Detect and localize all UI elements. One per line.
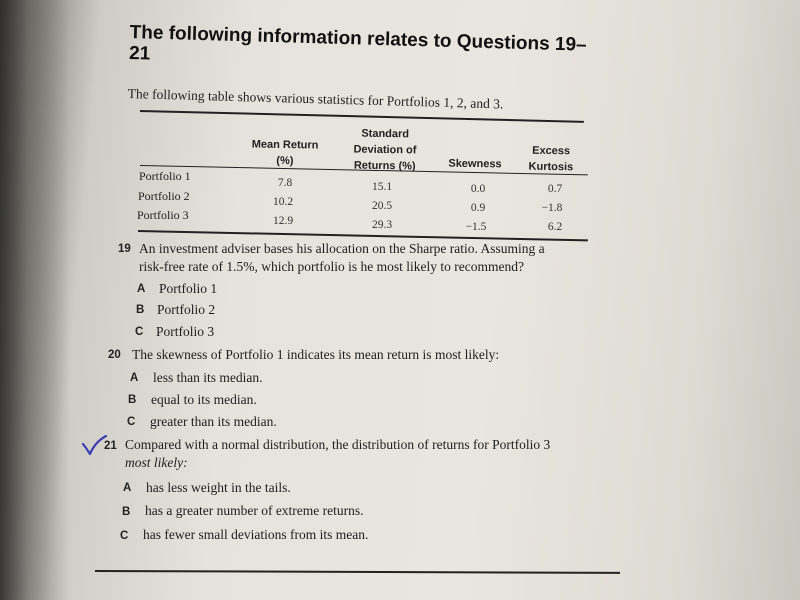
header-std-dev-line2: Deviation of xyxy=(353,143,417,157)
question-21-text-line1: Compared with a normal distribution, the distribution of returns for Portfolio 3 xyxy=(125,437,551,452)
header-std-dev-line3: Returns (%) xyxy=(353,159,416,173)
question-19-option-b-letter: B xyxy=(136,304,145,316)
question-19-number: 19 xyxy=(118,243,131,255)
question-21-option-b-letter: B xyxy=(122,506,131,518)
cell-p2-sd: 20.5 xyxy=(371,200,393,212)
question-21-text-line2: most likely: xyxy=(125,455,188,470)
cell-p1-sd: 15.1 xyxy=(371,181,393,193)
cell-p2-skew: 0.9 xyxy=(470,202,486,214)
header-mean-return-line2: (%) xyxy=(276,154,294,168)
question-21-text xyxy=(125,436,550,472)
header-std-dev-line1: Standard xyxy=(361,127,410,141)
header-mean-return-line1: Mean Return xyxy=(251,138,319,152)
cell-p3-sd: 29.3 xyxy=(371,219,393,231)
question-21-option-a: has less weight in the tails. xyxy=(146,480,291,495)
question-19-text-line2: risk-free rate of 1.5%, which portfolio is he most likely to recommend? xyxy=(139,259,525,274)
row-label-portfolio-1: Portfolio 1 xyxy=(139,169,191,183)
question-20-option-c: greater than its median. xyxy=(150,414,277,429)
question-19-option-b: Portfolio 2 xyxy=(157,302,216,317)
question-19-text-line1: An investment adviser bases his allocation on the Sharpe ratio. Assuming a xyxy=(139,241,545,256)
row-label-portfolio-3: Portfolio 3 xyxy=(137,208,189,222)
question-20-text xyxy=(132,346,499,364)
question-19-option-c: Portfolio 3 xyxy=(156,324,215,339)
question-20-option-a: less than its median. xyxy=(153,370,263,385)
cell-p1-skew: 0.0 xyxy=(470,183,486,195)
row-label-portfolio-2: Portfolio 2 xyxy=(138,189,190,203)
cell-p3-mean: 12.9 xyxy=(272,215,294,227)
header-kurtosis-line1: Excess xyxy=(532,144,571,158)
cell-p2-kurt: −1.8 xyxy=(541,202,563,214)
cell-p3-kurt: 6.2 xyxy=(547,221,563,233)
question-19-text xyxy=(139,240,545,276)
cell-p2-mean: 10.2 xyxy=(272,196,294,208)
question-20-option-b: equal to its median. xyxy=(151,392,257,407)
question-21-option-c-letter: C xyxy=(120,530,129,542)
cell-p3-skew: −1.5 xyxy=(465,221,487,233)
header-mean-return xyxy=(240,136,330,169)
cell-p1-kurt: 0.7 xyxy=(547,183,563,195)
question-21-number: 21 xyxy=(104,440,117,452)
question-21-option-a-letter: A xyxy=(123,482,132,494)
table-intro: The following table shows various statistics for Portfolios 1, 2, and 3. xyxy=(127,86,504,112)
header-skewness-line1: Skewness xyxy=(448,157,502,171)
question-20-text-line1: The skewness of Portfolio 1 indicates its mean return is most likely: xyxy=(132,347,500,362)
question-20-option-a-letter: A xyxy=(130,372,139,384)
cell-p1-mean: 7.8 xyxy=(277,177,293,189)
section-title: The following information relates to Questions 19–21 xyxy=(128,22,587,65)
question-20-option-c-letter: C xyxy=(127,416,136,428)
bottom-rule xyxy=(95,570,620,574)
question-21-option-c: has fewer small deviations from its mean. xyxy=(143,527,369,542)
question-19-option-a-letter: A xyxy=(137,283,146,295)
question-19-option-c-letter: C xyxy=(135,326,144,338)
question-21-option-b: has a greater number of extreme returns. xyxy=(145,503,364,518)
header-kurtosis xyxy=(520,143,582,176)
page-binding-shadow xyxy=(0,0,70,600)
header-kurtosis-line2: Kurtosis xyxy=(528,160,574,174)
question-20-option-b-letter: B xyxy=(128,394,137,406)
header-std-dev xyxy=(340,125,431,174)
table-top-rule xyxy=(140,110,584,123)
question-19-option-a: Portfolio 1 xyxy=(159,281,218,296)
header-skewness xyxy=(440,156,510,173)
question-20-number: 20 xyxy=(108,349,121,361)
